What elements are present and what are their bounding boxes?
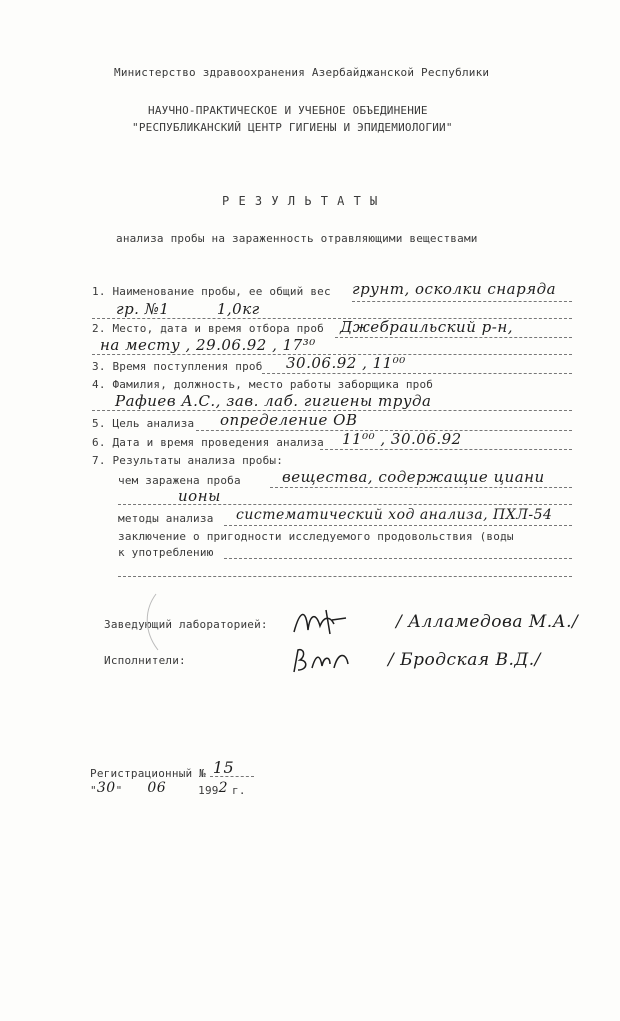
field-7b-label: методы анализа: [118, 512, 214, 525]
field-line: [320, 449, 572, 450]
field-4-value: Рафиев А.С., зав. лаб. гигиены труда: [115, 392, 432, 410]
field-7a-value: вещества, содержащие циани: [282, 468, 545, 486]
field-4-label: 4. Фамилия, должность, место работы заборщика проб: [92, 378, 434, 391]
organization-line-1: НАУЧНО-ПРАКТИЧЕСКОЕ И УЧЕБНОЕ ОБЪЕДИНЕНИЕ: [148, 104, 428, 117]
field-7a-label: чем заражена проба: [118, 474, 241, 487]
field-6-label: 6. Дата и время проведения анализа: [92, 436, 324, 449]
field-2-value-cont: на месту , 29.06.92 , 17³⁰: [100, 336, 316, 354]
field-line: [224, 525, 572, 526]
organization-line-2: "РЕСПУБЛИКАНСКИЙ ЦЕНТР ГИГИЕНЫ И ЭПИДЕМИОЛОГИИ": [132, 121, 453, 134]
head-of-lab-signature: [290, 604, 350, 640]
field-5-label: 5. Цель анализа: [92, 417, 195, 430]
field-1-label: 1. Наименование пробы, ее общий вес: [92, 285, 331, 298]
field-line: [352, 301, 572, 302]
document-subtitle: анализа пробы на зараженность отравляющими веществами: [116, 232, 478, 245]
field-line: [224, 558, 572, 559]
registration-date-row: "30" 06 1992 г.: [90, 780, 246, 797]
field-3-value: 30.06.92 , 11⁰⁰: [286, 354, 406, 372]
registration-year-prefix: 199: [198, 784, 219, 797]
scan-artifact: [136, 592, 176, 652]
field-7c-label: заключение о пригодности исследуемого продовольствия (воды: [118, 530, 514, 543]
field-7c-label-cont: к употреблению: [118, 546, 214, 559]
field-line: [262, 373, 572, 374]
ministry-heading: Министерство здравоохранения Азербайджанской Республики: [114, 66, 490, 79]
registration-day: 30: [96, 780, 116, 796]
registration-number: 15: [212, 758, 235, 777]
field-line: [270, 487, 572, 488]
field-line: [118, 576, 572, 577]
field-5-value: определение ОВ: [220, 411, 358, 429]
field-3-label: 3. Время поступления проб: [92, 360, 263, 373]
document-title: Р Е З У Л Ь Т А Т Ы: [222, 194, 379, 208]
field-2-value: Джебраильский р-н,: [340, 318, 513, 336]
head-of-lab-label: Заведующий лабораторией:: [104, 618, 268, 631]
executor-signature: [290, 642, 354, 678]
field-1-value: грунт, осколки снаряда: [352, 280, 557, 298]
registration-month: 06: [147, 780, 167, 796]
field-2-label: 2. Место, дата и время отбора проб: [92, 322, 324, 335]
field-line: [118, 504, 572, 505]
field-line: [335, 337, 572, 338]
executors-label: Исполнители:: [104, 654, 186, 667]
field-1-value-cont: гр. №1 1,0кг: [116, 300, 260, 318]
head-of-lab-name: / Алламедова М.А./: [396, 612, 579, 632]
registration-line: [210, 776, 254, 777]
field-7-label: 7. Результаты анализа пробы:: [92, 454, 284, 467]
registration-year-unit: г.: [232, 784, 246, 797]
executor-name: / Бродская В.Д./: [388, 650, 541, 670]
registration-year-suffix: 2: [218, 780, 229, 796]
registration-number-row: [90, 758, 235, 781]
registration-label: Регистрационный №: [90, 767, 213, 780]
field-6-value: 11⁰⁰ , 30.06.92: [342, 430, 462, 448]
field-7b-value: систематический ход анализа, ПХЛ-54: [236, 507, 553, 523]
field-7a-value-cont: ионы: [178, 487, 221, 505]
